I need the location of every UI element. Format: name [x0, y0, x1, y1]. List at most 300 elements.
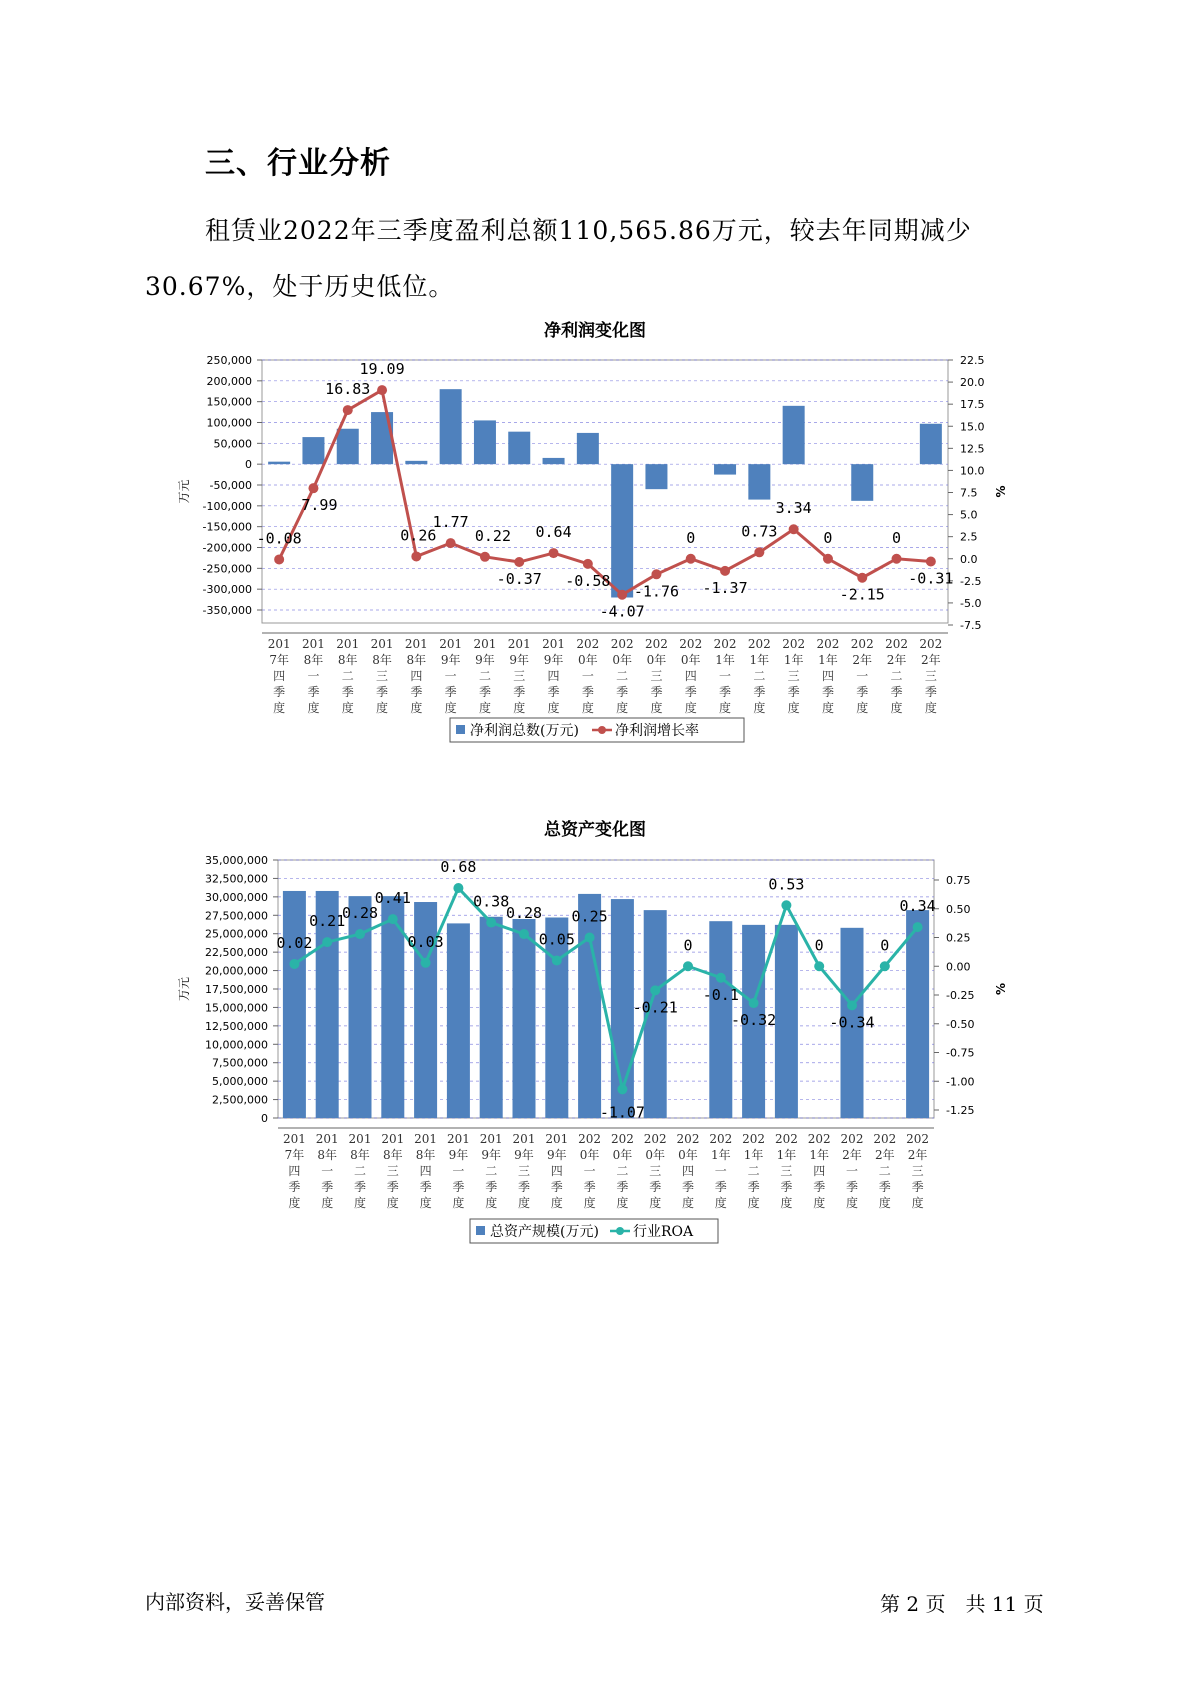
- bar: [645, 464, 667, 489]
- y-right-tick-label: 5.0: [960, 508, 978, 522]
- chart-title: 净利润变化图: [544, 321, 646, 341]
- x-tick-label-part: 度: [813, 1196, 826, 1210]
- x-tick-label-part: 0年: [579, 1148, 600, 1162]
- x-tick-label-part: 202: [873, 1132, 897, 1146]
- x-tick-label-part: 8年: [372, 653, 392, 667]
- bar: [302, 437, 324, 464]
- x-tick-label: [283, 1132, 306, 1210]
- x-tick-label-part: 三: [787, 669, 800, 683]
- x-tick-label: [576, 637, 599, 715]
- bar: [851, 464, 873, 501]
- x-tick-label-part: 9年: [514, 1148, 534, 1162]
- line-point: [421, 958, 431, 968]
- x-tick-label-part: 度: [273, 701, 286, 715]
- data-label: 19.09: [359, 360, 405, 379]
- y-left-tick-label: 15,000,000: [205, 1001, 268, 1015]
- section-paragraph: 租赁业2022年三季度盈利总额110,565.86万元，较去年同期减少30.67%，处于历史低位。: [145, 216, 972, 301]
- x-tick-label-part: 度: [650, 701, 663, 715]
- x-tick-label-part: 季: [719, 685, 732, 699]
- legend: [450, 718, 744, 742]
- y-left-tick-label: 100,000: [206, 416, 252, 430]
- bar: [508, 432, 530, 465]
- line-point: [322, 937, 332, 947]
- x-tick-label: [473, 637, 496, 715]
- bar: [447, 923, 470, 1118]
- x-tick-label: [611, 1132, 634, 1210]
- legend: [470, 1219, 718, 1243]
- bar: [611, 464, 633, 597]
- x-tick-label: [545, 1132, 568, 1210]
- line-point: [308, 483, 318, 493]
- y-left-tick-label: -50,000: [209, 479, 252, 492]
- data-label: 0.21: [309, 912, 346, 931]
- bar: [268, 462, 290, 465]
- line-point: [880, 961, 890, 971]
- data-label: 0.28: [505, 904, 543, 923]
- data-label: 0.64: [535, 523, 572, 542]
- x-tick-label-part: 度: [307, 701, 320, 715]
- x-tick-label-part: 度: [719, 701, 732, 715]
- x-tick-label-part: 季: [376, 685, 389, 699]
- x-tick-label-part: 二: [616, 1164, 629, 1178]
- legend-line-marker: [598, 726, 606, 734]
- x-tick-label-part: 度: [550, 1196, 563, 1210]
- data-label: 0.05: [538, 930, 575, 949]
- line-point: [814, 961, 824, 971]
- x-tick-label-part: 度: [681, 1196, 695, 1210]
- x-tick-label-part: 度: [845, 1196, 859, 1210]
- x-tick-label: [782, 637, 805, 715]
- y-right-tick-label: 17.5: [960, 398, 985, 412]
- x-tick-label-part: 201: [336, 637, 360, 651]
- x-tick-label-part: 202: [906, 1132, 930, 1146]
- data-label: -0.34: [829, 1013, 875, 1032]
- x-tick-label-part: 三: [911, 1164, 924, 1178]
- x-tick-label-part: 二: [616, 669, 629, 683]
- line-point: [926, 556, 936, 566]
- y-left-tick-label: 10,000,000: [205, 1038, 268, 1052]
- x-tick-label-part: 度: [911, 1196, 924, 1210]
- x-tick-label-part: 季: [684, 685, 697, 699]
- x-tick-label-part: 三: [517, 1164, 531, 1178]
- x-tick-label-part: 7年: [269, 653, 289, 667]
- x-tick-label-part: 度: [821, 701, 834, 715]
- x-tick-label-part: 一: [321, 1164, 334, 1178]
- x-tick-label-part: 二: [485, 1164, 498, 1178]
- x-tick-label-part: 8年: [303, 653, 324, 667]
- y-left-tick-label: 32,500,000: [205, 872, 268, 886]
- x-tick-label: [439, 637, 462, 715]
- x-tick-label-part: 季: [513, 685, 526, 699]
- y-right-tick-label: 20.0: [960, 376, 985, 390]
- x-tick-label-part: 季: [616, 1180, 629, 1194]
- bar: [283, 891, 306, 1118]
- y-left-tick-label: -250,000: [202, 562, 252, 576]
- x-tick-label-part: 度: [747, 1196, 760, 1210]
- bar: [920, 424, 942, 464]
- bar: [578, 894, 601, 1118]
- x-tick-label-part: 8年: [406, 653, 427, 667]
- net-profit-chart: [0, 318, 1191, 778]
- x-tick-label-part: 度: [288, 1196, 301, 1210]
- x-tick-label-part: 度: [547, 701, 560, 715]
- x-tick-label-part: 9年: [481, 1148, 502, 1162]
- line-point: [617, 1084, 627, 1094]
- y-right-tick-label: -5.0: [960, 596, 982, 610]
- data-label: 0.03: [407, 932, 444, 951]
- x-tick-label-part: 1年: [715, 653, 735, 667]
- x-tick-label: [679, 637, 702, 715]
- y-right-tick-label: 0.00: [946, 960, 971, 974]
- x-tick-label-part: 度: [753, 701, 766, 715]
- x-tick-label-part: 度: [616, 701, 629, 715]
- line-point: [585, 933, 595, 943]
- x-tick-label-part: 三: [924, 669, 937, 683]
- x-tick-label-part: 季: [911, 1180, 924, 1194]
- x-tick-label-part: 8年: [382, 1148, 403, 1162]
- x-tick-label: [480, 1132, 503, 1210]
- x-tick-label-part: 201: [439, 637, 463, 651]
- x-tick-label: [919, 637, 942, 715]
- bar: [748, 464, 770, 499]
- x-tick-label-part: 201: [446, 1132, 470, 1146]
- x-tick-label-part: 201: [479, 1132, 503, 1146]
- x-tick-label-part: 202: [576, 637, 600, 651]
- x-tick-label-part: 四: [681, 1164, 695, 1178]
- x-tick-label-part: 一: [581, 669, 594, 683]
- line-point: [514, 557, 524, 567]
- legend-line-label: 净利润增长率: [615, 723, 699, 739]
- x-tick-label-part: 度: [780, 1196, 793, 1210]
- bar: [709, 921, 732, 1118]
- x-tick-label-part: 1年: [743, 1148, 764, 1162]
- x-tick-label-part: 季: [478, 685, 491, 699]
- x-tick-label: [645, 637, 668, 715]
- y-left-tick-label: 7,500,000: [212, 1056, 268, 1070]
- x-tick-label: [508, 637, 531, 715]
- y-right-tick-label: 22.5: [960, 354, 985, 367]
- x-tick-label-part: 四: [547, 669, 560, 683]
- net-profit-chart-svg: [0, 318, 1191, 778]
- y-left-tick-label: 12,500,000: [205, 1019, 268, 1033]
- x-tick-label-part: 度: [787, 701, 800, 715]
- line-point: [754, 547, 764, 557]
- y-left-axis-title: 万元: [177, 479, 191, 504]
- data-label: -2.15: [839, 585, 885, 604]
- x-tick-label-part: 8年: [415, 1148, 436, 1162]
- line-point: [480, 552, 490, 562]
- x-tick-label: [349, 1132, 372, 1210]
- line-point: [519, 929, 529, 939]
- x-tick-label-part: 1年: [809, 1148, 830, 1162]
- bar: [543, 458, 565, 464]
- bar: [783, 406, 805, 464]
- total-assets-chart: [0, 818, 1191, 1278]
- x-tick-label-part: 三: [376, 669, 389, 683]
- x-tick-label-part: 季: [856, 685, 869, 699]
- x-tick-label-part: 二: [353, 1164, 367, 1178]
- x-tick-label-part: 一: [719, 669, 732, 683]
- x-tick-label-part: 一: [307, 669, 320, 683]
- line-point: [847, 1000, 857, 1010]
- x-tick-label-part: 度: [616, 1196, 629, 1210]
- x-tick-label-part: 202: [747, 637, 771, 651]
- bar: [440, 389, 462, 464]
- x-tick-label-part: 度: [714, 1196, 727, 1210]
- x-tick-label-part: 季: [583, 1180, 596, 1194]
- x-tick-label-part: 一: [452, 1164, 465, 1178]
- data-label: 3.34: [775, 499, 812, 518]
- y-right-tick-label: -2.5: [960, 574, 982, 588]
- data-label: 0.25: [571, 907, 608, 926]
- x-tick-label: [885, 637, 908, 715]
- x-tick-label: [808, 1132, 831, 1210]
- x-tick-label-part: 201: [545, 1132, 569, 1146]
- y-right-axis-title: %: [994, 982, 1008, 996]
- legend-line-marker: [616, 1227, 624, 1235]
- x-tick-label-part: 度: [513, 701, 526, 715]
- y-left-tick-label: 250,000: [206, 354, 252, 367]
- x-tick-label-part: 四: [813, 1164, 826, 1178]
- x-tick-label-part: 度: [649, 1196, 662, 1210]
- y-left-tick-label: -150,000: [202, 520, 252, 534]
- x-tick-label-part: 度: [321, 1196, 334, 1210]
- y-left-tick-label: -350,000: [202, 604, 252, 617]
- x-tick-label: [714, 637, 737, 715]
- x-tick-label-part: 201: [542, 637, 566, 651]
- legend-line-label: 行业ROA: [633, 1224, 694, 1240]
- x-tick-label-part: 二: [478, 669, 491, 683]
- x-tick-label-part: 9年: [448, 1148, 469, 1162]
- x-tick-label: [268, 637, 291, 715]
- x-tick-label-part: 202: [885, 637, 909, 651]
- y-right-tick-label: -0.50: [946, 1017, 975, 1031]
- data-label: 0.02: [276, 933, 313, 952]
- y-right-tick-label: 12.5: [960, 442, 985, 456]
- line-point: [446, 538, 456, 548]
- x-tick-label-part: 四: [410, 669, 423, 683]
- line-point: [720, 566, 730, 576]
- y-right-tick-label: 0.75: [946, 874, 971, 887]
- x-tick-label: [513, 1132, 536, 1210]
- x-tick-label-part: 2年: [907, 1148, 928, 1162]
- x-tick-label-part: 2年: [921, 653, 941, 667]
- x-tick-label-part: 0年: [612, 653, 632, 667]
- x-tick-label-part: 201: [301, 637, 325, 651]
- x-tick-label-part: 季: [780, 1180, 793, 1194]
- y-right-tick-label: -7.5: [960, 619, 982, 632]
- data-label: 16.83: [325, 380, 371, 399]
- x-tick-label-part: 一: [714, 1164, 727, 1178]
- bar: [906, 910, 929, 1118]
- x-tick-label-part: 9年: [543, 653, 564, 667]
- data-label: -0.31: [908, 569, 954, 588]
- y-left-tick-label: 2,500,000: [212, 1093, 268, 1107]
- x-tick-label-part: 8年: [317, 1148, 338, 1162]
- y-right-tick-label: 10.0: [960, 464, 985, 478]
- x-tick-label-part: 二: [753, 669, 766, 683]
- x-tick-label-part: 季: [353, 1180, 367, 1194]
- x-tick-label-part: 度: [386, 1196, 399, 1210]
- x-tick-label: [748, 637, 771, 715]
- x-tick-label-part: 季: [747, 1180, 760, 1194]
- x-tick-label-part: 202: [679, 637, 703, 651]
- data-label: 0.26: [400, 526, 437, 545]
- x-tick-label-part: 1年: [749, 653, 770, 667]
- x-tick-label-part: 季: [547, 685, 560, 699]
- x-tick-label-part: 0年: [612, 1148, 633, 1162]
- bar: [405, 461, 427, 464]
- x-tick-label-part: 202: [807, 1132, 831, 1146]
- y-left-tick-label: 20,000,000: [205, 964, 268, 978]
- x-tick-label-part: 202: [643, 1132, 667, 1146]
- x-tick-label-part: 季: [485, 1180, 498, 1194]
- x-tick-label-part: 四: [821, 669, 834, 683]
- x-tick-label-part: 一: [845, 1164, 859, 1178]
- line-point: [651, 569, 661, 579]
- x-tick-label: [302, 637, 325, 715]
- x-tick-label-part: 202: [610, 637, 634, 651]
- legend-bar-label: 净利润总数(万元): [470, 723, 579, 739]
- x-tick-label-part: 9年: [475, 653, 495, 667]
- y-right-tick-label: 7.5: [960, 486, 978, 500]
- line-point: [486, 918, 496, 928]
- x-tick-label-part: 季: [517, 1180, 531, 1194]
- data-label: 0.53: [768, 875, 805, 894]
- x-tick-label-part: 二: [878, 1164, 891, 1178]
- x-tick-label: [677, 1132, 700, 1210]
- line-point: [823, 554, 833, 564]
- data-label: 0.73: [741, 522, 778, 541]
- x-tick-label-part: 季: [753, 685, 766, 699]
- x-tick-label-part: 季: [410, 685, 423, 699]
- data-label: -0.1: [702, 985, 739, 1004]
- x-tick-label: [381, 1132, 404, 1210]
- x-tick-label: [578, 1132, 601, 1210]
- x-tick-label-part: 202: [578, 1132, 602, 1146]
- y-left-axis-title: 万元: [177, 976, 191, 1002]
- x-tick-label: [447, 1132, 470, 1210]
- x-tick-label-part: 0年: [645, 1148, 666, 1162]
- data-label: 0.41: [374, 889, 411, 908]
- x-tick-label-part: 季: [681, 1180, 695, 1194]
- x-tick-label-part: 度: [485, 1196, 498, 1210]
- x-tick-label-part: 201: [473, 637, 497, 651]
- x-tick-label-part: 季: [444, 685, 457, 699]
- y-left-tick-label: 200,000: [206, 374, 252, 388]
- line-point: [343, 405, 353, 415]
- x-tick-label-part: 201: [282, 1132, 306, 1146]
- x-tick-label-part: 0年: [678, 1148, 698, 1162]
- x-tick-label-part: 0年: [578, 653, 598, 667]
- y-left-tick-label: 17,500,000: [205, 983, 268, 996]
- line-point: [377, 385, 387, 395]
- data-label: -1.37: [702, 578, 748, 597]
- x-tick-label-part: 201: [507, 637, 531, 651]
- line-point: [683, 961, 693, 971]
- y-right-tick-label: -0.75: [946, 1046, 975, 1060]
- x-tick-label-part: 四: [273, 669, 286, 683]
- x-tick-label-part: 季: [581, 685, 594, 699]
- x-tick-label: [414, 1132, 437, 1210]
- x-tick-label-part: 季: [878, 1180, 891, 1194]
- x-tick-label-part: 季: [386, 1180, 399, 1194]
- x-tick-label-part: 8年: [350, 1148, 370, 1162]
- x-tick-label-part: 2年: [874, 1148, 895, 1162]
- line-point: [388, 914, 398, 924]
- x-tick-label-part: 季: [649, 1180, 662, 1194]
- x-tick-label-part: 2年: [886, 653, 907, 667]
- x-tick-label-part: 季: [845, 1180, 859, 1194]
- total-assets-chart-svg: [0, 818, 1191, 1278]
- data-label: 0.34: [899, 897, 936, 916]
- bar: [775, 925, 798, 1118]
- x-tick-label-part: 0年: [680, 653, 701, 667]
- x-tick-label: [709, 1132, 732, 1210]
- x-tick-label-part: 度: [419, 1196, 432, 1210]
- section-heading: 三、行业分析: [205, 146, 391, 181]
- y-left-tick-label: -300,000: [202, 583, 252, 597]
- data-label: 0: [880, 936, 890, 955]
- y-left-tick-label: 150,000: [206, 395, 252, 409]
- y-left-tick-label: 0: [245, 458, 252, 472]
- data-label: -0.21: [632, 998, 678, 1017]
- x-tick-label-part: 度: [890, 701, 903, 715]
- y-right-tick-label: -1.00: [946, 1075, 975, 1089]
- y-left-tick-label: 0: [261, 1112, 268, 1125]
- x-tick-label-part: 季: [924, 685, 937, 699]
- x-tick-label-part: 202: [742, 1132, 766, 1146]
- x-tick-label-part: 度: [581, 701, 594, 715]
- x-tick-label-part: 季: [821, 685, 834, 699]
- x-tick-label-part: 季: [419, 1180, 432, 1194]
- x-tick-label-part: 四: [419, 1164, 432, 1178]
- x-tick-label-part: 1年: [783, 653, 804, 667]
- line-point: [857, 573, 867, 583]
- x-tick-label: [336, 637, 359, 715]
- x-tick-label: [542, 637, 565, 715]
- data-label: 7.99: [301, 496, 338, 515]
- x-tick-label-part: 7年: [284, 1148, 305, 1162]
- x-tick-label-part: 三: [649, 1164, 662, 1178]
- line-point: [549, 548, 559, 558]
- y-left-tick-label: -200,000: [202, 541, 252, 555]
- bar: [480, 917, 503, 1118]
- footer-confidential: 内部资料，妥善保管: [145, 1590, 325, 1614]
- bar: [714, 464, 736, 474]
- bar: [513, 919, 536, 1118]
- x-tick-label-part: 度: [517, 1196, 531, 1210]
- x-tick-label-part: 202: [782, 637, 806, 651]
- data-label: -1.76: [633, 582, 680, 601]
- line-point: [583, 559, 593, 569]
- line-point: [686, 554, 696, 564]
- bar: [371, 412, 393, 464]
- y-left-tick-label: 30,000,000: [205, 890, 268, 904]
- x-tick-label-part: 季: [321, 1180, 334, 1194]
- data-label: -0.08: [256, 529, 302, 548]
- y-right-tick-label: 0.0: [960, 552, 978, 566]
- x-tick-label-part: 1年: [776, 1148, 797, 1162]
- x-tick-label: [371, 637, 394, 715]
- x-tick-label-part: 201: [267, 637, 291, 651]
- data-label: -4.07: [599, 602, 645, 621]
- x-tick-label-part: 9年: [440, 653, 461, 667]
- y-right-tick-label: 2.5: [960, 530, 978, 544]
- line-point: [289, 959, 299, 969]
- bar: [577, 433, 599, 464]
- x-tick-label-part: 201: [381, 1132, 405, 1146]
